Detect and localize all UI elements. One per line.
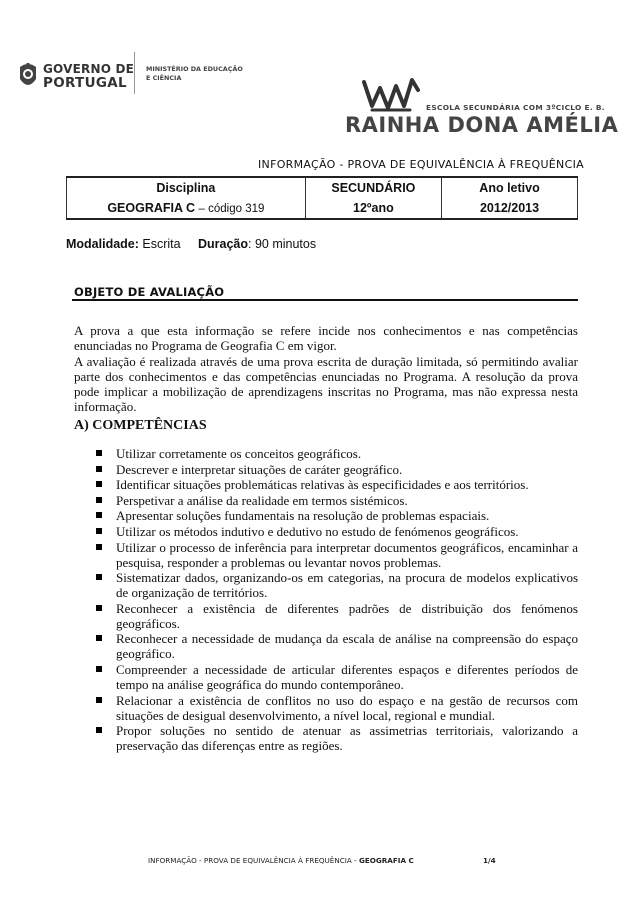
duracao-label: Duração bbox=[197, 237, 249, 251]
list-item-text: Sistematizar dados, organizando-os em categorias, na procura de modelos explicativos de organização de territórios. bbox=[116, 570, 578, 601]
paragraph-1: A prova a que esta informação se refere incide nos conhecimentos e nas competências enunciadas no Programa de Geografia C em vigor. bbox=[74, 323, 578, 353]
list-item-text: Descrever e interpretar situações de caráter geográfico. bbox=[116, 461, 403, 477]
list-item bbox=[94, 508, 578, 523]
subject-name: GEOGRAFIA C bbox=[107, 201, 196, 215]
list-item bbox=[94, 540, 578, 570]
document-title: INFORMAÇÃO - PROVA DE EQUIVALÊNCIA À FREQUÊNCIA bbox=[258, 158, 584, 171]
list-item bbox=[94, 570, 578, 600]
gov-line1: GOVERNO DE bbox=[43, 62, 135, 76]
school-subtitle: ESCOLA SECUNDÁRIA COM 3ºCICLO E. B. bbox=[426, 103, 605, 112]
gov-line2: PORTUGAL bbox=[43, 75, 127, 91]
list-item-text: Compreender a necessidade de articular diferentes espaços e diferentes períodos de tempo na análise geográfica do mundo contemporâneo. bbox=[116, 661, 578, 692]
list-item-text: Utilizar corretamente os conceitos geográficos. bbox=[116, 446, 362, 461]
list-item bbox=[94, 662, 578, 692]
list-item-text: Relacionar a existência de conflitos no uso do espaço e na gestão de recursos com situações de desigual desenvolvimento, a nível local, regional e mundial. bbox=[116, 692, 578, 723]
list-item-text: Apresentar soluções fundamentais na resolução de problemas espaciais. bbox=[116, 508, 490, 524]
bullet-icon bbox=[96, 574, 102, 580]
bullet-icon bbox=[96, 528, 102, 534]
subject-code: – código 319 bbox=[198, 203, 265, 215]
list-item bbox=[94, 723, 578, 753]
portugal-emblem-icon bbox=[18, 61, 38, 91]
ministry-line2: E CIÊNCIA bbox=[146, 74, 182, 82]
value-ano-letivo: 2012/2013 bbox=[442, 198, 578, 219]
bullet-icon bbox=[96, 697, 102, 703]
school-crown-logo-icon bbox=[362, 76, 422, 114]
list-item-text: Perspetivar a análise da realidade em termos sistémicos. bbox=[116, 492, 408, 508]
modality-duration-line bbox=[66, 237, 316, 251]
ministry-label bbox=[146, 65, 243, 83]
list-item bbox=[94, 693, 578, 723]
bullet-icon bbox=[96, 512, 102, 518]
page-number: 1/4 bbox=[483, 856, 496, 865]
header-divider bbox=[134, 52, 135, 94]
list-item bbox=[94, 446, 578, 461]
bullet-icon bbox=[96, 466, 102, 472]
bullet-icon bbox=[96, 450, 102, 456]
list-item bbox=[94, 601, 578, 631]
header-secundario: SECUNDÁRIO bbox=[305, 177, 441, 198]
duracao-value: : 90 minutos bbox=[248, 237, 317, 251]
list-item-text: Utilizar o processo de inferência para interpretar documentos geográficos, encaminhar a pesquisa, responder a problemas ou levantar novos problemas. bbox=[116, 539, 578, 570]
list-item-text: Identificar situações problemáticas relativas às especificidades e aos territórios. bbox=[116, 477, 529, 493]
bullet-icon bbox=[96, 605, 102, 611]
bullet-icon bbox=[96, 635, 102, 641]
competencias-list bbox=[94, 446, 578, 754]
paragraph-2: A avaliação é realizada através de uma prova escrita de duração limitada, só permitindo avaliar parte dos conhecimentos e das competências enunciadas no Programa. A resolução da prova pode implicar a mobilização de aprendizagens inscritas no Programa, mas não expressa nesta informação. bbox=[74, 354, 578, 414]
school-name: RAINHA DONA AMÉLIA bbox=[345, 113, 619, 137]
bullet-icon bbox=[96, 666, 102, 672]
modalidade-value: Escrita bbox=[142, 237, 181, 251]
list-item bbox=[94, 477, 578, 492]
government-logo bbox=[18, 56, 134, 96]
bullet-icon bbox=[96, 727, 102, 733]
list-item-text: Utilizar os métodos indutivo e dedutivo no estudo de fenómenos geográficos. bbox=[116, 523, 519, 539]
exam-info-table bbox=[66, 176, 578, 220]
section-divider bbox=[72, 299, 578, 301]
list-item bbox=[94, 524, 578, 539]
competencias-title: A) COMPETÊNCIAS bbox=[74, 418, 207, 433]
value-disciplina bbox=[67, 198, 306, 219]
page-footer bbox=[148, 856, 414, 865]
value-ano-escolar: 12ºano bbox=[305, 198, 441, 219]
list-item-text: Propor soluções no sentido de atenuar as assimetrias territoriais, valorizando a preservação das diferenças entre as regiões. bbox=[116, 723, 578, 754]
header-ano-letivo: Ano letivo bbox=[442, 177, 578, 198]
footer-text: INFORMAÇÃO - PROVA DE EQUIVALÊNCIA À FREQUÊNCIA - bbox=[148, 856, 357, 865]
list-item-text: Reconhecer a existência de diferentes padrões de distribuição dos fenómenos geográficos. bbox=[116, 600, 578, 631]
section-title: OBJETO DE AVALIAÇÃO bbox=[74, 285, 225, 299]
header-disciplina: Disciplina bbox=[67, 177, 306, 198]
list-item-text: Reconhecer a necessidade de mudança da escala de análise na compreensão do espaço geográfico. bbox=[116, 631, 578, 662]
bullet-icon bbox=[96, 497, 102, 503]
list-item bbox=[94, 631, 578, 661]
footer-subject: GEOGRAFIA C bbox=[358, 856, 414, 865]
modalidade-label: Modalidade: bbox=[66, 237, 139, 251]
bullet-icon bbox=[96, 481, 102, 487]
list-item bbox=[94, 462, 578, 477]
ministry-line1: MINISTÉRIO DA EDUCAÇÃO bbox=[146, 65, 243, 73]
bullet-icon bbox=[96, 544, 102, 550]
list-item bbox=[94, 493, 578, 508]
